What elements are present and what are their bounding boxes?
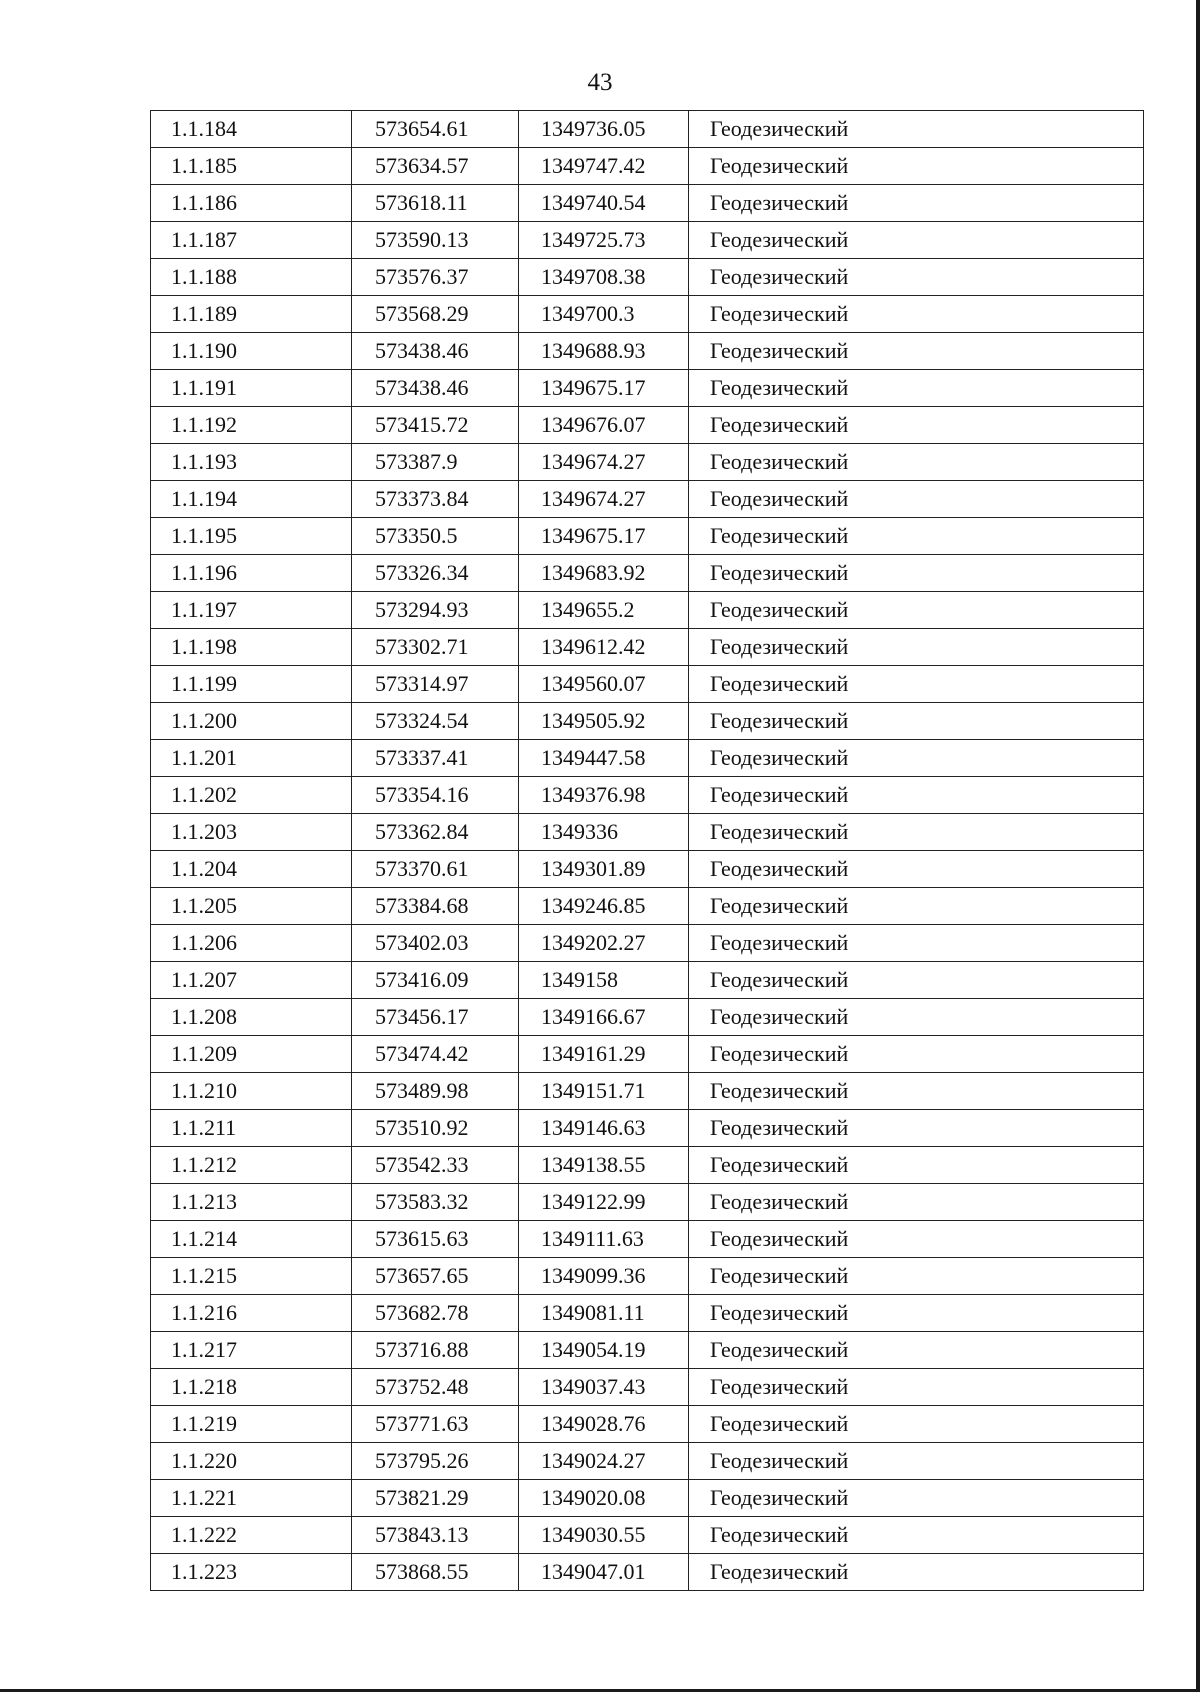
y-coordinate-cell: 1349151.71 bbox=[519, 1073, 689, 1110]
y-coordinate-cell: 1349674.27 bbox=[519, 444, 689, 481]
y-coordinate-cell: 1349122.99 bbox=[519, 1184, 689, 1221]
x-coordinate-cell: 573510.92 bbox=[352, 1110, 519, 1147]
point-type-cell: Геодезический bbox=[689, 1480, 1144, 1517]
table-row bbox=[151, 629, 1144, 666]
point-type-cell: Геодезический bbox=[689, 740, 1144, 777]
point-type-cell: Геодезический bbox=[689, 592, 1144, 629]
y-coordinate-cell: 1349030.55 bbox=[519, 1517, 689, 1554]
coordinates-table bbox=[150, 110, 1144, 1591]
y-coordinate-cell: 1349020.08 bbox=[519, 1480, 689, 1517]
table-row bbox=[151, 555, 1144, 592]
table-row bbox=[151, 777, 1144, 814]
x-coordinate-cell: 573752.48 bbox=[352, 1369, 519, 1406]
point-id-cell: 1.1.214 bbox=[151, 1221, 352, 1258]
y-coordinate-cell: 1349725.73 bbox=[519, 222, 689, 259]
x-coordinate-cell: 573362.84 bbox=[352, 814, 519, 851]
y-coordinate-cell: 1349674.27 bbox=[519, 481, 689, 518]
table-row bbox=[151, 1554, 1144, 1591]
y-coordinate-cell: 1349560.07 bbox=[519, 666, 689, 703]
point-type-cell: Геодезический bbox=[689, 962, 1144, 999]
point-type-cell: Геодезический bbox=[689, 1036, 1144, 1073]
table-row bbox=[151, 1295, 1144, 1332]
y-coordinate-cell: 1349081.11 bbox=[519, 1295, 689, 1332]
point-type-cell: Геодезический bbox=[689, 481, 1144, 518]
point-id-cell: 1.1.222 bbox=[151, 1517, 352, 1554]
y-coordinate-cell: 1349024.27 bbox=[519, 1443, 689, 1480]
point-type-cell: Геодезический bbox=[689, 518, 1144, 555]
table-row bbox=[151, 333, 1144, 370]
x-coordinate-cell: 573771.63 bbox=[352, 1406, 519, 1443]
y-coordinate-cell: 1349111.63 bbox=[519, 1221, 689, 1258]
y-coordinate-cell: 1349505.92 bbox=[519, 703, 689, 740]
point-type-cell: Геодезический bbox=[689, 1295, 1144, 1332]
y-coordinate-cell: 1349740.54 bbox=[519, 185, 689, 222]
point-type-cell: Геодезический bbox=[689, 1184, 1144, 1221]
y-coordinate-cell: 1349675.17 bbox=[519, 518, 689, 555]
point-type-cell: Геодезический bbox=[689, 1147, 1144, 1184]
table-row bbox=[151, 370, 1144, 407]
point-id-cell: 1.1.213 bbox=[151, 1184, 352, 1221]
scan-edge-right bbox=[1196, 0, 1200, 1692]
point-id-cell: 1.1.184 bbox=[151, 111, 352, 148]
x-coordinate-cell: 573402.03 bbox=[352, 925, 519, 962]
x-coordinate-cell: 573682.78 bbox=[352, 1295, 519, 1332]
page-number: 43 bbox=[587, 69, 613, 96]
table-row bbox=[151, 407, 1144, 444]
y-coordinate-cell: 1349675.17 bbox=[519, 370, 689, 407]
point-type-cell: Геодезический bbox=[689, 888, 1144, 925]
table-row bbox=[151, 148, 1144, 185]
point-id-cell: 1.1.195 bbox=[151, 518, 352, 555]
y-coordinate-cell: 1349336 bbox=[519, 814, 689, 851]
point-type-cell: Геодезический bbox=[689, 185, 1144, 222]
y-coordinate-cell: 1349099.36 bbox=[519, 1258, 689, 1295]
y-coordinate-cell: 1349028.76 bbox=[519, 1406, 689, 1443]
point-id-cell: 1.1.210 bbox=[151, 1073, 352, 1110]
x-coordinate-cell: 573326.34 bbox=[352, 555, 519, 592]
x-coordinate-cell: 573302.71 bbox=[352, 629, 519, 666]
point-type-cell: Геодезический bbox=[689, 370, 1144, 407]
table-row bbox=[151, 925, 1144, 962]
x-coordinate-cell: 573868.55 bbox=[352, 1554, 519, 1591]
y-coordinate-cell: 1349612.42 bbox=[519, 629, 689, 666]
table-row bbox=[151, 814, 1144, 851]
y-coordinate-cell: 1349301.89 bbox=[519, 851, 689, 888]
point-id-cell: 1.1.201 bbox=[151, 740, 352, 777]
y-coordinate-cell: 1349676.07 bbox=[519, 407, 689, 444]
y-coordinate-cell: 1349138.55 bbox=[519, 1147, 689, 1184]
y-coordinate-cell: 1349376.98 bbox=[519, 777, 689, 814]
point-id-cell: 1.1.188 bbox=[151, 259, 352, 296]
x-coordinate-cell: 573568.29 bbox=[352, 296, 519, 333]
table-row bbox=[151, 1480, 1144, 1517]
point-type-cell: Геодезический bbox=[689, 296, 1144, 333]
point-type-cell: Геодезический bbox=[689, 1406, 1144, 1443]
point-type-cell: Геодезический bbox=[689, 1110, 1144, 1147]
y-coordinate-cell: 1349447.58 bbox=[519, 740, 689, 777]
x-coordinate-cell: 573456.17 bbox=[352, 999, 519, 1036]
point-id-cell: 1.1.218 bbox=[151, 1369, 352, 1406]
y-coordinate-cell: 1349158 bbox=[519, 962, 689, 999]
point-id-cell: 1.1.212 bbox=[151, 1147, 352, 1184]
point-type-cell: Геодезический bbox=[689, 925, 1144, 962]
point-type-cell: Геодезический bbox=[689, 444, 1144, 481]
table-row bbox=[151, 1184, 1144, 1221]
x-coordinate-cell: 573337.41 bbox=[352, 740, 519, 777]
table-row bbox=[151, 296, 1144, 333]
x-coordinate-cell: 573821.29 bbox=[352, 1480, 519, 1517]
x-coordinate-cell: 573716.88 bbox=[352, 1332, 519, 1369]
table-row bbox=[151, 1517, 1144, 1554]
point-id-cell: 1.1.203 bbox=[151, 814, 352, 851]
table-row bbox=[151, 888, 1144, 925]
point-type-cell: Геодезический bbox=[689, 1554, 1144, 1591]
point-id-cell: 1.1.197 bbox=[151, 592, 352, 629]
y-coordinate-cell: 1349166.67 bbox=[519, 999, 689, 1036]
table-row bbox=[151, 222, 1144, 259]
table-row bbox=[151, 740, 1144, 777]
x-coordinate-cell: 573795.26 bbox=[352, 1443, 519, 1480]
point-id-cell: 1.1.191 bbox=[151, 370, 352, 407]
point-type-cell: Геодезический bbox=[689, 259, 1144, 296]
point-id-cell: 1.1.216 bbox=[151, 1295, 352, 1332]
x-coordinate-cell: 573373.84 bbox=[352, 481, 519, 518]
point-id-cell: 1.1.189 bbox=[151, 296, 352, 333]
point-type-cell: Геодезический bbox=[689, 1221, 1144, 1258]
table-row bbox=[151, 444, 1144, 481]
point-type-cell: Геодезический bbox=[689, 148, 1144, 185]
point-type-cell: Геодезический bbox=[689, 1369, 1144, 1406]
x-coordinate-cell: 573370.61 bbox=[352, 851, 519, 888]
point-id-cell: 1.1.196 bbox=[151, 555, 352, 592]
point-id-cell: 1.1.200 bbox=[151, 703, 352, 740]
y-coordinate-cell: 1349683.92 bbox=[519, 555, 689, 592]
point-id-cell: 1.1.193 bbox=[151, 444, 352, 481]
point-type-cell: Геодезический bbox=[689, 222, 1144, 259]
table-row bbox=[151, 1147, 1144, 1184]
x-coordinate-cell: 573314.97 bbox=[352, 666, 519, 703]
point-id-cell: 1.1.190 bbox=[151, 333, 352, 370]
point-id-cell: 1.1.199 bbox=[151, 666, 352, 703]
table-row bbox=[151, 1369, 1144, 1406]
y-coordinate-cell: 1349700.3 bbox=[519, 296, 689, 333]
x-coordinate-cell: 573843.13 bbox=[352, 1517, 519, 1554]
x-coordinate-cell: 573654.61 bbox=[352, 111, 519, 148]
x-coordinate-cell: 573354.16 bbox=[352, 777, 519, 814]
x-coordinate-cell: 573634.57 bbox=[352, 148, 519, 185]
table-row bbox=[151, 1258, 1144, 1295]
x-coordinate-cell: 573615.63 bbox=[352, 1221, 519, 1258]
point-type-cell: Геодезический bbox=[689, 814, 1144, 851]
table-row bbox=[151, 1110, 1144, 1147]
x-coordinate-cell: 573384.68 bbox=[352, 888, 519, 925]
table-row bbox=[151, 999, 1144, 1036]
point-type-cell: Геодезический bbox=[689, 666, 1144, 703]
table-row bbox=[151, 851, 1144, 888]
y-coordinate-cell: 1349202.27 bbox=[519, 925, 689, 962]
point-id-cell: 1.1.221 bbox=[151, 1480, 352, 1517]
x-coordinate-cell: 573583.32 bbox=[352, 1184, 519, 1221]
point-type-cell: Геодезический bbox=[689, 1258, 1144, 1295]
point-id-cell: 1.1.215 bbox=[151, 1258, 352, 1295]
y-coordinate-cell: 1349655.2 bbox=[519, 592, 689, 629]
point-type-cell: Геодезический bbox=[689, 851, 1144, 888]
x-coordinate-cell: 573438.46 bbox=[352, 333, 519, 370]
point-id-cell: 1.1.209 bbox=[151, 1036, 352, 1073]
y-coordinate-cell: 1349161.29 bbox=[519, 1036, 689, 1073]
point-type-cell: Геодезический bbox=[689, 703, 1144, 740]
table-row bbox=[151, 962, 1144, 999]
x-coordinate-cell: 573324.54 bbox=[352, 703, 519, 740]
coordinates-table-body bbox=[151, 111, 1144, 1591]
point-id-cell: 1.1.217 bbox=[151, 1332, 352, 1369]
point-type-cell: Геодезический bbox=[689, 111, 1144, 148]
point-id-cell: 1.1.187 bbox=[151, 222, 352, 259]
point-type-cell: Геодезический bbox=[689, 1443, 1144, 1480]
point-id-cell: 1.1.194 bbox=[151, 481, 352, 518]
y-coordinate-cell: 1349747.42 bbox=[519, 148, 689, 185]
x-coordinate-cell: 573590.13 bbox=[352, 222, 519, 259]
x-coordinate-cell: 573576.37 bbox=[352, 259, 519, 296]
table-row bbox=[151, 1443, 1144, 1480]
table-row bbox=[151, 703, 1144, 740]
table-row bbox=[151, 518, 1144, 555]
x-coordinate-cell: 573387.9 bbox=[352, 444, 519, 481]
table-row bbox=[151, 1036, 1144, 1073]
point-id-cell: 1.1.205 bbox=[151, 888, 352, 925]
point-id-cell: 1.1.207 bbox=[151, 962, 352, 999]
x-coordinate-cell: 573350.5 bbox=[352, 518, 519, 555]
y-coordinate-cell: 1349688.93 bbox=[519, 333, 689, 370]
y-coordinate-cell: 1349708.38 bbox=[519, 259, 689, 296]
table-row bbox=[151, 592, 1144, 629]
y-coordinate-cell: 1349054.19 bbox=[519, 1332, 689, 1369]
x-coordinate-cell: 573438.46 bbox=[352, 370, 519, 407]
y-coordinate-cell: 1349246.85 bbox=[519, 888, 689, 925]
table-row bbox=[151, 666, 1144, 703]
table-row bbox=[151, 481, 1144, 518]
table-row bbox=[151, 185, 1144, 222]
point-type-cell: Геодезический bbox=[689, 777, 1144, 814]
point-type-cell: Геодезический bbox=[689, 629, 1144, 666]
point-id-cell: 1.1.219 bbox=[151, 1406, 352, 1443]
x-coordinate-cell: 573489.98 bbox=[352, 1073, 519, 1110]
y-coordinate-cell: 1349037.43 bbox=[519, 1369, 689, 1406]
y-coordinate-cell: 1349736.05 bbox=[519, 111, 689, 148]
y-coordinate-cell: 1349146.63 bbox=[519, 1110, 689, 1147]
point-type-cell: Геодезический bbox=[689, 407, 1144, 444]
x-coordinate-cell: 573474.42 bbox=[352, 1036, 519, 1073]
x-coordinate-cell: 573657.65 bbox=[352, 1258, 519, 1295]
table-row bbox=[151, 111, 1144, 148]
point-type-cell: Геодезический bbox=[689, 1073, 1144, 1110]
x-coordinate-cell: 573542.33 bbox=[352, 1147, 519, 1184]
point-type-cell: Геодезический bbox=[689, 1332, 1144, 1369]
x-coordinate-cell: 573416.09 bbox=[352, 962, 519, 999]
point-id-cell: 1.1.186 bbox=[151, 185, 352, 222]
table-row bbox=[151, 1073, 1144, 1110]
x-coordinate-cell: 573294.93 bbox=[352, 592, 519, 629]
point-type-cell: Геодезический bbox=[689, 333, 1144, 370]
table-row bbox=[151, 259, 1144, 296]
table-row bbox=[151, 1221, 1144, 1258]
point-type-cell: Геодезический bbox=[689, 999, 1144, 1036]
point-id-cell: 1.1.204 bbox=[151, 851, 352, 888]
point-id-cell: 1.1.206 bbox=[151, 925, 352, 962]
x-coordinate-cell: 573618.11 bbox=[352, 185, 519, 222]
table-row bbox=[151, 1406, 1144, 1443]
x-coordinate-cell: 573415.72 bbox=[352, 407, 519, 444]
point-id-cell: 1.1.211 bbox=[151, 1110, 352, 1147]
point-id-cell: 1.1.192 bbox=[151, 407, 352, 444]
point-id-cell: 1.1.220 bbox=[151, 1443, 352, 1480]
point-id-cell: 1.1.185 bbox=[151, 148, 352, 185]
point-type-cell: Геодезический bbox=[689, 555, 1144, 592]
table-row bbox=[151, 1332, 1144, 1369]
point-id-cell: 1.1.223 bbox=[151, 1554, 352, 1591]
point-id-cell: 1.1.202 bbox=[151, 777, 352, 814]
y-coordinate-cell: 1349047.01 bbox=[519, 1554, 689, 1591]
point-id-cell: 1.1.208 bbox=[151, 999, 352, 1036]
point-id-cell: 1.1.198 bbox=[151, 629, 352, 666]
point-type-cell: Геодезический bbox=[689, 1517, 1144, 1554]
